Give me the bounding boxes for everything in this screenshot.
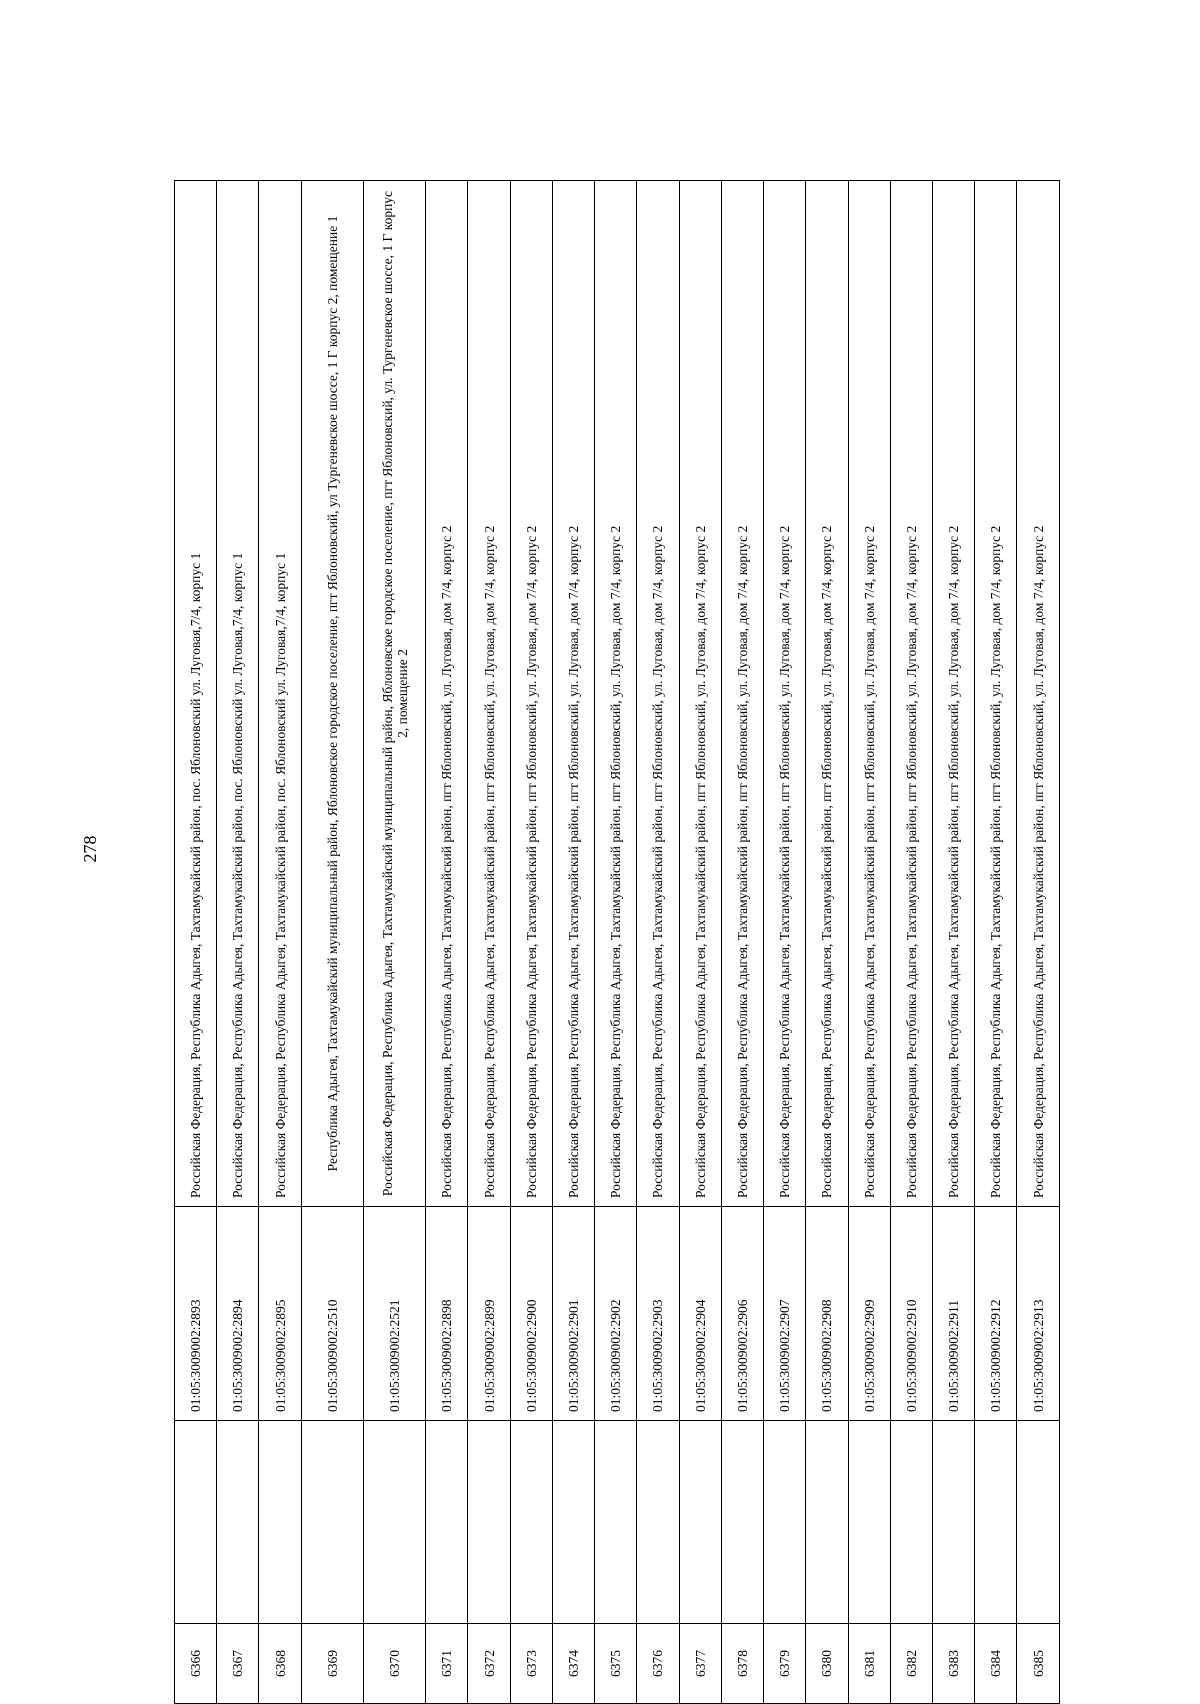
table-row	[468, 181, 510, 1704]
row-number-cell: 6385	[1017, 1624, 1060, 1704]
table-row	[975, 181, 1017, 1704]
address-cell: Российская Федерация, Республика Адыгея, Тахтамукайский район, пос. Яблоновский ул. Луговая,7/4, корпус 1	[217, 181, 259, 1207]
cadastral-number-cell: 01:05:3009002:2906	[721, 1207, 763, 1421]
cadastral-number-cell: 01:05:3009002:2901	[552, 1207, 594, 1421]
table-row	[595, 181, 637, 1704]
address-cell: Российская Федерация, Республика Адыгея, Тахтамукайский район, пгт Яблоновский, ул. Луговая, дом 7/4, корпус 2	[510, 181, 552, 1207]
cadastral-number-cell: 01:05:3009002:2902	[595, 1207, 637, 1421]
empty-cell	[1017, 1421, 1060, 1624]
table-row	[764, 181, 806, 1704]
cadastral-number-cell: 01:05:3009002:2510	[301, 1207, 363, 1421]
address-cell: Российская Федерация, Республика Адыгея, Тахтамукайский район, пгт Яблоновский, ул. Луговая, дом 7/4, корпус 2	[933, 181, 975, 1207]
address-cell: Российская Федерация, Республика Адыгея, Тахтамукайский район, пгт Яблоновский, ул. Луговая, дом 7/4, корпус 2	[848, 181, 890, 1207]
address-cell: Российская Федерация, Республика Адыгея, Тахтамукайский район, пгт Яблоновский, ул. Луговая, дом 7/4, корпус 2	[806, 181, 848, 1207]
table-row	[426, 181, 468, 1704]
table-row	[552, 181, 594, 1704]
address-cell: Российская Федерация, Республика Адыгея, Тахтамукайский район, пгт Яблоновский, ул. Луговая, дом 7/4, корпус 2	[1017, 181, 1060, 1207]
cadastral-number-cell: 01:05:3009002:2894	[217, 1207, 259, 1421]
address-cell: Российская Федерация, Республика Адыгея, Тахтамукайский район, пгт Яблоновский, ул. Луговая, дом 7/4, корпус 2	[975, 181, 1017, 1207]
row-number-cell: 6384	[975, 1624, 1017, 1704]
row-number-cell: 6373	[510, 1624, 552, 1704]
cadastral-number-cell: 01:05:3009002:2912	[975, 1207, 1017, 1421]
row-number-cell: 6379	[764, 1624, 806, 1704]
empty-cell	[764, 1421, 806, 1624]
address-cell: Российская Федерация, Республика Адыгея, Тахтамукайский район, пос. Яблоновский ул. Луговая,7/4, корпус 1	[259, 181, 301, 1207]
table-row	[1017, 181, 1060, 1704]
address-cell: Российская Федерация, Республика Адыгея, Тахтамукайский район, пгт Яблоновский, ул. Луговая, дом 7/4, корпус 2	[679, 181, 721, 1207]
table-row	[217, 181, 259, 1704]
row-number-cell: 6372	[468, 1624, 510, 1704]
empty-cell	[363, 1421, 425, 1624]
address-cell: Российская Федерация, Республика Адыгея, Тахтамукайский район, пгт Яблоновский, ул. Луговая, дом 7/4, корпус 2	[637, 181, 679, 1207]
table-row	[510, 181, 552, 1704]
property-table	[174, 180, 1060, 1704]
property-table-frame	[174, 180, 1060, 1704]
row-number-cell: 6366	[175, 1624, 217, 1704]
property-table-body	[175, 181, 1060, 1704]
row-number-cell: 6378	[721, 1624, 763, 1704]
row-number-cell: 6374	[552, 1624, 594, 1704]
table-row	[679, 181, 721, 1704]
cadastral-number-cell: 01:05:3009002:2911	[933, 1207, 975, 1421]
table-row	[933, 181, 975, 1704]
empty-cell	[510, 1421, 552, 1624]
table-row	[301, 181, 363, 1704]
table-row	[259, 181, 301, 1704]
empty-cell	[595, 1421, 637, 1624]
address-cell: Российская Федерация, Республика Адыгея, Тахтамукайский район, пгт Яблоновский, ул. Луговая, дом 7/4, корпус 2	[595, 181, 637, 1207]
cadastral-number-cell: 01:05:3009002:2908	[806, 1207, 848, 1421]
empty-cell	[721, 1421, 763, 1624]
empty-cell	[426, 1421, 468, 1624]
row-number-cell: 6382	[890, 1624, 932, 1704]
address-cell: Российская Федерация, Республика Адыгея, Тахтамукайский район, пос. Яблоновский ул. Луговая,7/4, корпус 1	[175, 181, 217, 1207]
row-number-cell: 6377	[679, 1624, 721, 1704]
row-number-cell: 6369	[301, 1624, 363, 1704]
table-row	[890, 181, 932, 1704]
cadastral-number-cell: 01:05:3009002:2521	[363, 1207, 425, 1421]
cadastral-number-cell: 01:05:3009002:2913	[1017, 1207, 1060, 1421]
table-row	[175, 181, 217, 1704]
table-row	[721, 181, 763, 1704]
cadastral-number-cell: 01:05:3009002:2909	[848, 1207, 890, 1421]
empty-cell	[552, 1421, 594, 1624]
table-row	[848, 181, 890, 1704]
row-number-cell: 6383	[933, 1624, 975, 1704]
empty-cell	[637, 1421, 679, 1624]
cadastral-number-cell: 01:05:3009002:2903	[637, 1207, 679, 1421]
row-number-cell: 6380	[806, 1624, 848, 1704]
empty-cell	[175, 1421, 217, 1624]
address-cell: Российская Федерация, Республика Адыгея, Тахтамукайский район, пгт Яблоновский, ул. Луговая, дом 7/4, корпус 2	[764, 181, 806, 1207]
row-number-cell: 6381	[848, 1624, 890, 1704]
address-cell: Российская Федерация, Республика Адыгея, Тахтамукайский район, пгт Яблоновский, ул. Луговая, дом 7/4, корпус 2	[890, 181, 932, 1207]
empty-cell	[848, 1421, 890, 1624]
address-cell: Российская Федерация, Республика Адыгея, Тахтамукайский район, пгт Яблоновский, ул. Луговая, дом 7/4, корпус 2	[468, 181, 510, 1207]
empty-cell	[890, 1421, 932, 1624]
row-number-cell: 6375	[595, 1624, 637, 1704]
address-cell: Республика Адыгея, Тахтамукайский муниципальный район, Яблоновское городское поселение, пгт Яблоновский, ул Тургеневское шоссе, 1 Г корпус 2, помещение 1	[301, 181, 363, 1207]
address-cell: Российская Федерация, Республика Адыгея, Тахтамукайский район, пгт Яблоновский, ул. Луговая, дом 7/4, корпус 2	[426, 181, 468, 1207]
row-number-cell: 6376	[637, 1624, 679, 1704]
table-row	[363, 181, 425, 1704]
empty-cell	[679, 1421, 721, 1624]
cadastral-number-cell: 01:05:3009002:2910	[890, 1207, 932, 1421]
empty-cell	[301, 1421, 363, 1624]
row-number-cell: 6370	[363, 1624, 425, 1704]
address-cell: Российская Федерация, Республика Адыгея, Тахтамукайский муниципальный район, Яблоновское городское поселение, пгт Яблоновский, ул. Тургеневское шоссе, 1 Г корпус 2, помещение 2	[363, 181, 425, 1207]
empty-cell	[975, 1421, 1017, 1624]
empty-cell	[806, 1421, 848, 1624]
cadastral-number-cell: 01:05:3009002:2895	[259, 1207, 301, 1421]
cadastral-number-cell: 01:05:3009002:2898	[426, 1207, 468, 1421]
row-number-cell: 6368	[259, 1624, 301, 1704]
cadastral-number-cell: 01:05:3009002:2899	[468, 1207, 510, 1421]
empty-cell	[217, 1421, 259, 1624]
empty-cell	[933, 1421, 975, 1624]
empty-cell	[468, 1421, 510, 1624]
table-row	[637, 181, 679, 1704]
empty-cell	[259, 1421, 301, 1624]
row-number-cell: 6371	[426, 1624, 468, 1704]
cadastral-number-cell: 01:05:3009002:2900	[510, 1207, 552, 1421]
cadastral-number-cell: 01:05:3009002:2904	[679, 1207, 721, 1421]
page-number: 278	[80, 835, 100, 863]
address-cell: Российская Федерация, Республика Адыгея, Тахтамукайский район, пгт Яблоновский, ул. Луговая, дом 7/4, корпус 2	[721, 181, 763, 1207]
address-cell: Российская Федерация, Республика Адыгея, Тахтамукайский район, пгт Яблоновский, ул. Луговая, дом 7/4, корпус 2	[552, 181, 594, 1207]
table-row	[806, 181, 848, 1704]
cadastral-number-cell: 01:05:3009002:2907	[764, 1207, 806, 1421]
cadastral-number-cell: 01:05:3009002:2893	[175, 1207, 217, 1421]
row-number-cell: 6367	[217, 1624, 259, 1704]
